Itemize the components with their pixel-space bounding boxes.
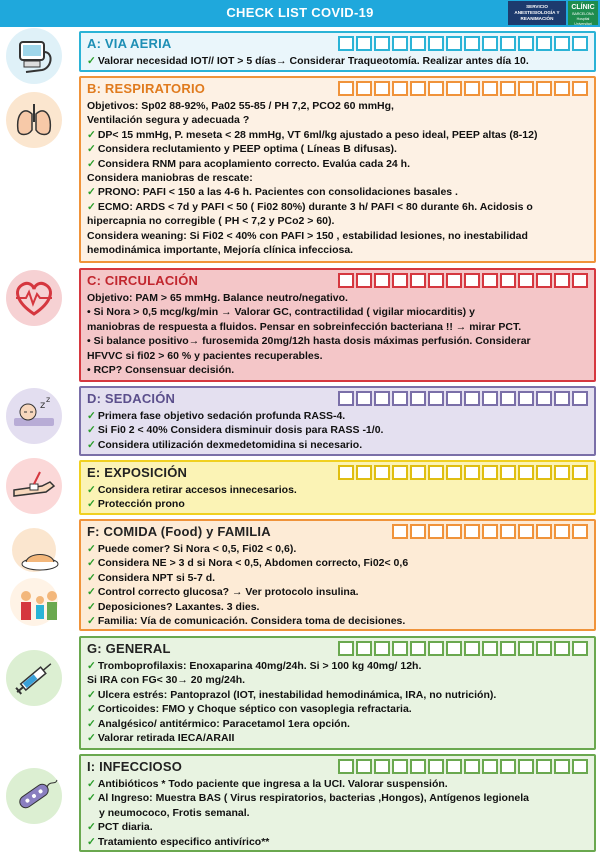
syringe-icon <box>6 650 62 706</box>
section-c-circulacion <box>79 268 596 382</box>
day-checkbox[interactable] <box>410 759 426 774</box>
lungs-icon <box>6 92 62 148</box>
day-checkbox[interactable] <box>410 524 426 539</box>
section-b-line: Considera weaning: Si Fi02 < 40% con PAFI > 150 , estabilidad lesiones, no inestabilidad <box>87 229 528 242</box>
heart-icon <box>6 270 62 326</box>
day-checkbox[interactable] <box>338 36 354 51</box>
day-checkbox[interactable] <box>356 641 372 656</box>
section-b-line: ✓ Considera RNM para acoplamiento correcto. Evalúa cada 24 h. <box>87 157 588 171</box>
day-checkbox[interactable] <box>464 759 480 774</box>
day-checkbox[interactable] <box>536 524 552 539</box>
section-e-exposicion <box>79 460 596 515</box>
day-checkbox[interactable] <box>428 81 444 96</box>
day-checkbox[interactable] <box>446 36 462 51</box>
section-d-title: D: SEDACIÓN <box>87 391 176 406</box>
day-checkbox[interactable] <box>338 273 354 288</box>
section-f-title: F: COMIDA (Food) y FAMILIA <box>87 524 271 539</box>
day-checkbox[interactable] <box>536 641 552 656</box>
section-e-checkboxes <box>338 465 588 480</box>
day-checkbox[interactable] <box>338 391 354 406</box>
day-checkbox[interactable] <box>428 36 444 51</box>
day-checkbox[interactable] <box>464 273 480 288</box>
day-checkbox[interactable] <box>482 524 498 539</box>
day-checkbox[interactable] <box>338 759 354 774</box>
day-checkbox[interactable] <box>554 81 570 96</box>
day-checkbox[interactable] <box>410 273 426 288</box>
day-checkbox[interactable] <box>410 391 426 406</box>
day-checkbox[interactable] <box>536 465 552 480</box>
arm-iv-icon <box>6 458 62 514</box>
section-b-line: Objetivos: Sp02 88-92%, Pa02 55-85 / PH 7,2, PCO2 60 mmHg, <box>87 100 394 112</box>
day-checkbox[interactable] <box>446 81 462 96</box>
day-checkbox[interactable] <box>446 273 462 288</box>
day-checkbox[interactable] <box>518 36 534 51</box>
day-checkbox[interactable] <box>464 36 480 51</box>
day-checkbox[interactable] <box>392 81 408 96</box>
section-g-line: ✓ Ulcera estrés: Pantoprazol (IOT, inestabilidad hemodinámica, IRA, no nutrición). <box>87 688 588 702</box>
day-checkbox[interactable] <box>572 759 588 774</box>
day-checkbox[interactable] <box>518 81 534 96</box>
day-checkbox[interactable] <box>392 524 408 539</box>
day-checkbox[interactable] <box>356 465 372 480</box>
section-a-checkboxes <box>338 36 588 51</box>
section-f-checkboxes <box>392 524 588 539</box>
day-checkbox[interactable] <box>554 273 570 288</box>
section-b-line: ✓ ECMO: ARDS < 7d y PAFI < 50 ( Fi02 80%) durante 3 h/ PAFI < 80 durante 6h. Acidosis o <box>87 200 588 214</box>
day-checkbox[interactable] <box>464 641 480 656</box>
header-bar <box>0 0 600 27</box>
day-checkbox[interactable] <box>446 641 462 656</box>
section-c-line: maniobras de respuesta a fluidos. Pensar en sobreinfección bacteriana !! → mirar PCT. <box>87 320 522 333</box>
day-checkbox[interactable] <box>374 641 390 656</box>
section-i-line: y neumococo, Frotis semanal. <box>99 806 250 819</box>
day-checkbox[interactable] <box>518 641 534 656</box>
day-checkbox[interactable] <box>518 273 534 288</box>
day-checkbox[interactable] <box>374 465 390 480</box>
day-checkbox[interactable] <box>500 465 516 480</box>
day-checkbox[interactable] <box>554 759 570 774</box>
section-g-title: G: GENERAL <box>87 641 171 656</box>
day-checkbox[interactable] <box>410 465 426 480</box>
food-family-icon <box>12 528 56 572</box>
day-checkbox[interactable] <box>518 524 534 539</box>
section-i-line: ✓ Tratamiento especifico antivírico** <box>87 835 588 849</box>
family-icon <box>10 578 58 626</box>
day-checkbox[interactable] <box>536 273 552 288</box>
section-a-via-aeria <box>79 31 596 72</box>
section-f-line: ✓ Control correcto glucosa? → Ver protocolo insulina. <box>87 585 588 599</box>
day-checkbox[interactable] <box>392 641 408 656</box>
clinic-logo-subtext: BARCELONA Hospital Universitari <box>572 12 594 26</box>
page-title: CHECK LIST COVID-19 <box>226 5 374 20</box>
section-g-line: ✓ Corticoides: FMO y Choque séptico con vasoplegia refractaria. <box>87 702 588 716</box>
svg-text:z: z <box>46 395 51 404</box>
section-e-line: ✓ Protección prono <box>87 497 588 511</box>
day-checkbox[interactable] <box>374 81 390 96</box>
section-g-line: Si IRA con FG< 30→ 20 mg/24h. <box>87 674 246 687</box>
day-checkbox[interactable] <box>500 641 516 656</box>
day-checkbox[interactable] <box>500 273 516 288</box>
section-b-line: ✓ Considera reclutamiento y PEEP optima ( Líneas B difusas). <box>87 142 588 156</box>
section-b-line: hipercapnia no corregible ( PH < 7,2 y PCo2 > 60). <box>87 215 335 228</box>
day-checkbox[interactable] <box>500 81 516 96</box>
day-checkbox[interactable] <box>392 759 408 774</box>
day-checkbox[interactable] <box>518 391 534 406</box>
section-b-line: ✓ DP< 15 mmHg, P. meseta < 28 mmHg, VT 6ml/kg ajustado a peso ideal, PEEP altas (8-12) <box>87 128 588 142</box>
section-i-title: I: INFECCIOSO <box>87 759 183 774</box>
day-checkbox[interactable] <box>554 36 570 51</box>
day-checkbox[interactable] <box>572 641 588 656</box>
section-c-line: HFVVC si fi02 > 60 % y pacientes recuperables. <box>87 349 323 362</box>
day-checkbox[interactable] <box>554 641 570 656</box>
section-b-checkboxes <box>338 81 588 96</box>
day-checkbox[interactable] <box>392 36 408 51</box>
day-checkbox[interactable] <box>392 273 408 288</box>
day-checkbox[interactable] <box>536 391 552 406</box>
section-f-line: ✓ Familia: Vía de comunicación. Considera toma de decisiones. <box>87 614 588 628</box>
day-checkbox[interactable] <box>374 273 390 288</box>
day-checkbox[interactable] <box>392 465 408 480</box>
day-checkbox[interactable] <box>374 759 390 774</box>
day-checkbox[interactable] <box>500 391 516 406</box>
section-i-line: ✓ PCT diaria. <box>87 820 588 834</box>
section-b-line: Considera maniobras de rescate: <box>87 172 253 185</box>
day-checkbox[interactable] <box>500 759 516 774</box>
day-checkbox[interactable] <box>482 465 498 480</box>
day-checkbox[interactable] <box>356 81 372 96</box>
day-checkbox[interactable] <box>410 641 426 656</box>
section-g-line: ✓ Tromboprofilaxis: Enoxaparina 40mg/24h. Si > 100 kg 40mg/ 12h. <box>87 659 588 673</box>
day-checkbox[interactable] <box>464 391 480 406</box>
section-i-infeccioso <box>79 754 596 852</box>
anesthesiology-service-logo: SERVICIO ANESTESIOLOGÍA Y REANIMACIÓN <box>508 1 566 25</box>
day-checkbox[interactable] <box>464 524 480 539</box>
day-checkbox[interactable] <box>572 36 588 51</box>
clinic-barcelona-logo <box>568 1 598 25</box>
section-d-line: ✓ Si Fi0 2 < 40% Considera disminuir dosis para RASS -1/0. <box>87 423 588 437</box>
section-i-line: ✓ Antibióticos * Todo paciente que ingresa a la UCI. Valorar suspensión. <box>87 777 588 791</box>
section-c-line: • RCP? Consensuar decisión. <box>87 364 235 377</box>
day-checkbox[interactable] <box>446 759 462 774</box>
section-d-checkboxes <box>338 391 588 406</box>
day-checkbox[interactable] <box>500 524 516 539</box>
day-checkbox[interactable] <box>518 759 534 774</box>
section-f-line: ✓ Considera NE > 3 d si Nora < 0,5, Abdomen correcto, Fi02< 0,6 <box>87 556 588 570</box>
day-checkbox[interactable] <box>374 36 390 51</box>
day-checkbox[interactable] <box>572 524 588 539</box>
section-c-checkboxes <box>338 273 588 288</box>
day-checkbox[interactable] <box>374 391 390 406</box>
day-checkbox[interactable] <box>482 759 498 774</box>
section-i-line: ✓ Al Ingreso: Muestra BAS ( Virus respiratorios, bacterias ,Hongos), Antígenos legionela <box>87 791 588 805</box>
day-checkbox[interactable] <box>482 36 498 51</box>
day-checkbox[interactable] <box>428 391 444 406</box>
day-checkbox[interactable] <box>482 391 498 406</box>
day-checkbox[interactable] <box>356 273 372 288</box>
day-checkbox[interactable] <box>446 391 462 406</box>
day-checkbox[interactable] <box>518 465 534 480</box>
bacteria-icon <box>6 768 62 824</box>
section-e-title: E: EXPOSICIÓN <box>87 465 188 480</box>
section-a-title: A: VIA AERIA <box>87 36 172 51</box>
day-checkbox[interactable] <box>356 759 372 774</box>
day-checkbox[interactable] <box>482 273 498 288</box>
day-checkbox[interactable] <box>500 36 516 51</box>
section-c-line: • Si Nora > 0,5 mcg/kg/min → Valorar GC, contractilidad ( vigilar miocarditis) y <box>87 306 475 319</box>
section-b-title: B: RESPIRATORIO <box>87 81 206 96</box>
section-g-checkboxes <box>338 641 588 656</box>
day-checkbox[interactable] <box>356 391 372 406</box>
section-d-line: ✓ Considera utilización dexmedetomidina si necesario. <box>87 438 588 452</box>
section-f-comida-familia <box>79 519 596 631</box>
section-c-line: • Si balance positivo→ furosemida 20mg/12h hasta dosis máximas perfusión. Considerar <box>87 335 531 348</box>
day-checkbox[interactable] <box>482 81 498 96</box>
section-c-line: Objetivo: PAM > 65 mmHg. Balance neutro/negativo. <box>87 292 348 304</box>
day-checkbox[interactable] <box>338 81 354 96</box>
section-g-line: ✓ Valorar retirada IECA/ARAII <box>87 731 588 745</box>
day-checkbox[interactable] <box>536 81 552 96</box>
day-checkbox[interactable] <box>428 759 444 774</box>
section-a-line: ✓ Valorar necesidad IOT// IOT > 5 días→ Considerar Traqueotomía. Realizar antes día 10. <box>87 54 588 68</box>
section-b-respiratorio <box>79 76 596 263</box>
day-checkbox[interactable] <box>536 759 552 774</box>
day-checkbox[interactable] <box>464 81 480 96</box>
day-checkbox[interactable] <box>572 273 588 288</box>
ventilator-icon <box>6 28 62 84</box>
day-checkbox[interactable] <box>410 81 426 96</box>
day-checkbox[interactable] <box>554 524 570 539</box>
section-b-line: hemodinámica importante, Mejoría clínica infecciosa. <box>87 244 354 257</box>
day-checkbox[interactable] <box>338 641 354 656</box>
section-b-line: ✓ PRONO: PAFI < 150 a las 4-6 h. Pacientes con consolidaciones basales . <box>87 185 588 199</box>
section-f-line: ✓ Puede comer? Si Nora < 0,5, Fi02 < 0,6). <box>87 542 588 556</box>
day-checkbox[interactable] <box>428 524 444 539</box>
svg-text:z: z <box>40 400 46 411</box>
day-checkbox[interactable] <box>572 391 588 406</box>
day-checkbox[interactable] <box>572 81 588 96</box>
day-checkbox[interactable] <box>446 524 462 539</box>
day-checkbox[interactable] <box>428 641 444 656</box>
day-checkbox[interactable] <box>338 465 354 480</box>
clinic-logo-text: CLÍNIC <box>571 4 595 11</box>
day-checkbox[interactable] <box>554 391 570 406</box>
day-checkbox[interactable] <box>446 465 462 480</box>
section-b-line: Ventilación segura y adecuada ? <box>87 114 250 127</box>
day-checkbox[interactable] <box>428 273 444 288</box>
section-d-line: ✓ Primera fase objetivo sedación profunda RASS-4. <box>87 409 588 423</box>
section-c-title: C: CIRCULACIÓN <box>87 273 199 288</box>
section-f-line: ✓ Considera NPT si 5-7 d. <box>87 571 588 585</box>
section-g-general <box>79 636 596 750</box>
day-checkbox[interactable] <box>392 391 408 406</box>
day-checkbox[interactable] <box>482 641 498 656</box>
section-d-sedacion <box>79 386 596 456</box>
day-checkbox[interactable] <box>356 36 372 51</box>
day-checkbox[interactable] <box>554 465 570 480</box>
day-checkbox[interactable] <box>410 36 426 51</box>
day-checkbox[interactable] <box>428 465 444 480</box>
day-checkbox[interactable] <box>536 36 552 51</box>
section-e-line: ✓ Considera retirar accesos innecesarios. <box>87 483 588 497</box>
day-checkbox[interactable] <box>572 465 588 480</box>
section-g-line: ✓ Analgésico/ antitérmico: Paracetamol 1era opción. <box>87 717 588 731</box>
section-f-line: ✓ Deposiciones? Laxantes. 3 dies. <box>87 600 588 614</box>
section-i-checkboxes <box>338 759 588 774</box>
sleeping-patient-icon <box>6 388 62 444</box>
day-checkbox[interactable] <box>464 465 480 480</box>
